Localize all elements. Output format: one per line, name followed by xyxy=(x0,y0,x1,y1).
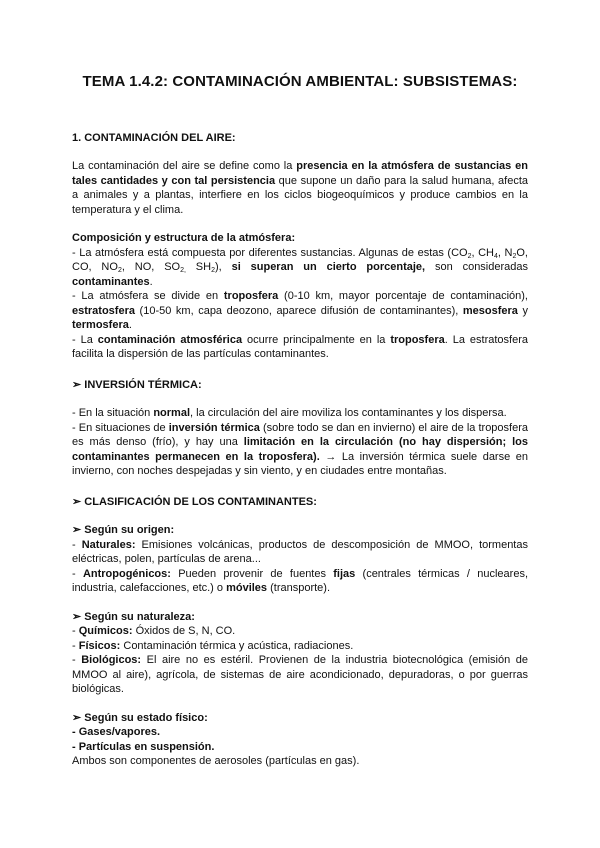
state-gas-label: - Gases/vapores. xyxy=(72,726,161,738)
composition-bold: troposfera xyxy=(390,333,445,346)
origin-heading: ➢ Según su origen: xyxy=(72,524,175,536)
origin-anthro-label: Antropogénicos: xyxy=(82,567,171,580)
intro-text-end: que supone un daño para la salud humana, afecta a animales y a plantas, interfiere en los ciclos biogeoquímicos y produce cambios en la temperatura y el clima. xyxy=(72,174,528,216)
composition-bold: estratosfera xyxy=(72,304,135,317)
subscript: 4 xyxy=(494,252,498,260)
inversion-text: - En situaciones de xyxy=(72,421,169,434)
composition-item-2 xyxy=(72,289,528,333)
origin-anthro-text: Pueden provenir de fuentes xyxy=(170,567,334,580)
composition-text: y xyxy=(517,304,528,317)
nature-phys-label: Físicos: xyxy=(78,639,121,652)
origin-anthro-bold: móviles xyxy=(226,582,268,594)
composition-bold: troposfera xyxy=(223,290,279,302)
inversion-text: , la circulación del aire moviliza los contaminantes y los dispersa. xyxy=(190,407,507,419)
subscript: 2 xyxy=(467,252,472,260)
composition-text: - La xyxy=(72,333,98,346)
inversion-item-1 xyxy=(72,406,528,421)
nature-chem-text: Óxidos de S, N, CO. xyxy=(132,625,236,637)
classification-heading-text: CLASIFICACIÓN DE LOS CONTAMINANTES: xyxy=(84,495,317,508)
composition-text: SH xyxy=(185,261,212,273)
composition-text: O, CO, NO xyxy=(72,246,528,273)
origin-natural-text: Emisiones volcánicas, productos de descomposición de MMOO, tormentas eléctricas, polen, partículas de arena... xyxy=(72,538,528,565)
list-dash: - xyxy=(72,625,79,637)
subscript: 2 xyxy=(117,267,122,274)
intro-text: La contaminación del aire se define como la xyxy=(72,160,297,172)
composition-text: , CH xyxy=(471,246,494,259)
composition-text: - La atmósfera se divide en xyxy=(72,290,224,302)
inversion-item-2 xyxy=(72,421,528,479)
composition-bold: si superan un cierto porcentaje, xyxy=(231,261,426,273)
composition-text: . La estratosfera facilita la dispersión de las partículas contaminantes. xyxy=(72,333,528,360)
origin-natural xyxy=(72,538,528,567)
composition-bold: mesosfera xyxy=(462,304,518,317)
list-dash: - xyxy=(72,538,82,551)
inversion-bold: limitación en la circulación (no hay dispersión; los contaminantes permanecen en la troposfera). xyxy=(72,436,528,463)
composition-text: son consideradas xyxy=(425,261,529,273)
composition-text: ocurre principalmente en la xyxy=(242,333,391,346)
inversion-text: (sobre todo se dan en invierno) el aire de la troposfera es más denso (frío), y hay una xyxy=(72,421,528,448)
origin-anthro-bold: fijas xyxy=(333,567,356,580)
intro-paragraph xyxy=(72,159,528,217)
intro-bold: presencia en la atmósfera de sustancias en tales cantidades y con tal persistencia xyxy=(72,160,528,187)
state-gas xyxy=(72,725,528,740)
composition-text: ), xyxy=(215,261,232,273)
inversion-heading-text: INVERSIÓN TÉRMICA: xyxy=(84,378,202,391)
arrow-bullet-icon: ➢ xyxy=(72,495,82,508)
state-particles-label: - Partículas en suspensión. xyxy=(72,740,215,753)
composition-text: . xyxy=(149,275,153,288)
classification-heading xyxy=(72,495,528,510)
origin-natural-label: Naturales: xyxy=(81,538,136,551)
origin-anthropogenic xyxy=(72,567,528,596)
origin-anthro-text: (transporte). xyxy=(267,582,331,594)
list-dash: - xyxy=(72,639,79,652)
composition-bold: contaminación atmosférica xyxy=(97,333,243,346)
nature-bio-label: Biológicos: xyxy=(81,654,142,666)
composition-item-1 xyxy=(72,246,528,290)
state-note: Ambos son componentes de aerosoles (partículas en gas). xyxy=(72,755,360,767)
subscript: 2 xyxy=(211,267,215,274)
section-heading-air-pollution: 1. CONTAMINACIÓN DEL AIRE: xyxy=(72,132,236,144)
document-title: TEMA 1.4.2: CONTAMINACIÓN AMBIENTAL: SUBSISTEMAS: xyxy=(82,73,518,90)
nature-heading: ➢ Según su naturaleza: xyxy=(72,610,195,623)
composition-bold: contaminantes xyxy=(72,275,150,288)
subscript: 2, xyxy=(180,267,186,274)
list-dash: - xyxy=(72,654,82,666)
state-heading: ➢ Según su estado físico: xyxy=(72,711,208,724)
subscript: 2 xyxy=(512,252,517,260)
composition-heading: Composición y estructura de la atmósfera: xyxy=(72,232,296,244)
inversion-bold: inversión térmica xyxy=(168,421,260,434)
nature-bio-text: El aire no es estéril. Provienen de la industria biotecnológica (emisión de MMOO al aire), agrícola, de sistemas de aire acondicionado, depuradoras, o por guerras biológicas. xyxy=(72,654,528,695)
nature-phys-text: Contaminación térmica y acústica, radiaciones. xyxy=(120,639,354,652)
origin-anthro-text: (centrales térmicas / nucleares, industria, calefacciones, etc.) o xyxy=(72,567,528,594)
inversion-heading xyxy=(72,378,528,393)
composition-text: , N xyxy=(497,246,513,259)
nature-chemical xyxy=(72,624,528,639)
inversion-bold: normal xyxy=(153,407,191,419)
nature-biological xyxy=(72,653,528,697)
state-particles xyxy=(72,740,528,755)
nature-chem-label: Químicos: xyxy=(78,625,133,637)
composition-text: . xyxy=(128,319,132,331)
composition-text: (0-10 km, mayor porcentaje de contaminación), xyxy=(278,290,528,302)
inversion-text: - En la situación xyxy=(72,407,154,419)
composition-bold: termosfera xyxy=(72,319,129,331)
arrow-bullet-icon: ➢ xyxy=(72,378,82,391)
composition-item-3 xyxy=(72,333,528,362)
composition-text: , NO, SO xyxy=(121,261,181,273)
list-dash: - xyxy=(72,567,83,580)
inversion-text: → La inversión térmica suele darse en invierno, con noches despejadas y sin viento, y en ciudades entre montañas. xyxy=(72,450,529,477)
composition-text: - La atmósfera está compuesta por diferentes sustancias. Algunas de estas (CO xyxy=(72,246,468,259)
nature-physical xyxy=(72,639,528,654)
composition-text: (10-50 km, capa deozono, aparece difusión de contaminantes), xyxy=(134,304,463,317)
